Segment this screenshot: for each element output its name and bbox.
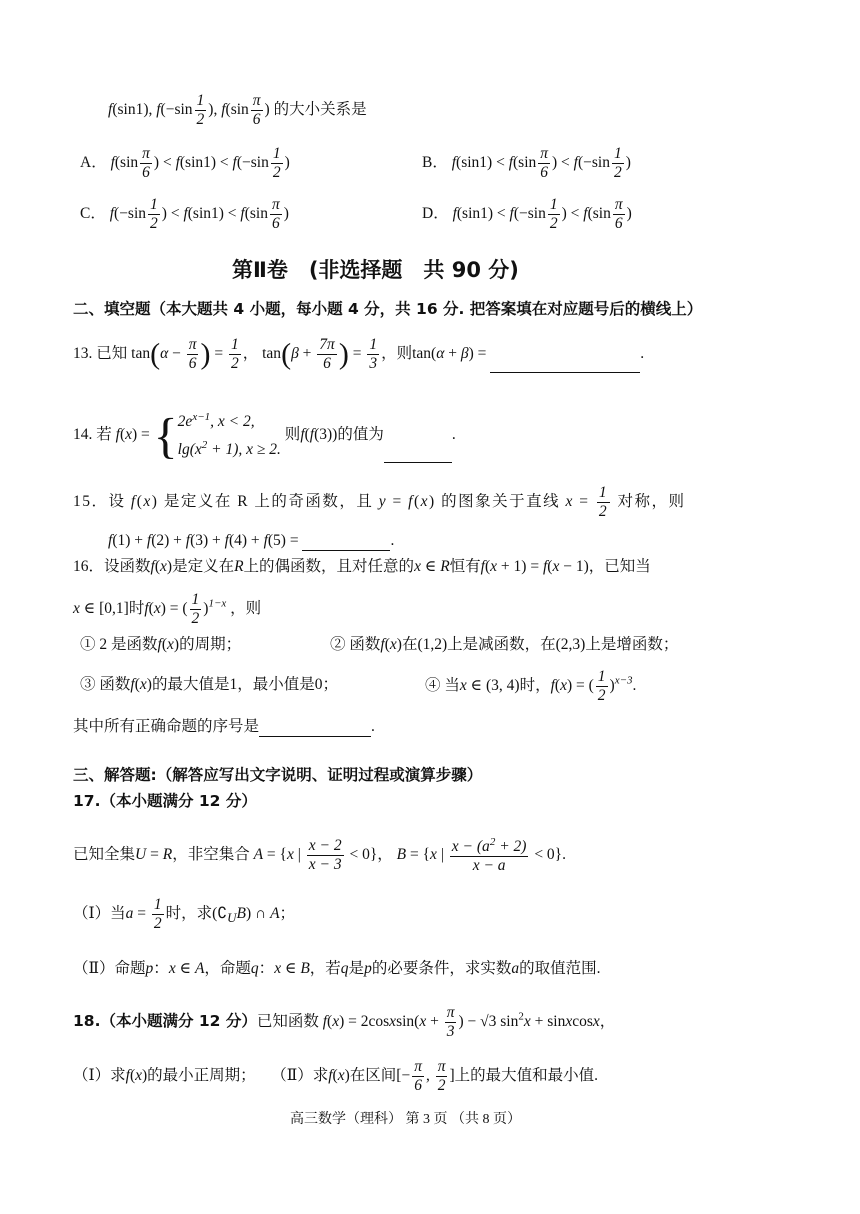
q17-intro: 已知全集U = R，非空集合 A = {x | $\frac{x - 2}{x - 3}$ < 0}， B = {x | $\frac{x - (a^2 + 2)}{x - a}$ < 0}.	[73, 836, 566, 874]
q13: 13. 已知 tan(α − $\frac{\pi}{6}$ ) = $\frac{1}{2}$ ， tan(β + $\frac{7\pi}{6}$ ) = $\frac{1}{3}$ ，则tan(α + β) = .	[73, 336, 645, 372]
q16-line1: 16．设函数f(x)是定义在R上的偶函数，且对任意的x ∈ R恒有f(x + 1) = f(x − 1)，已知当	[73, 558, 651, 575]
q17-part1: （Ⅰ）当a = $\frac{1}{2}$ 时，求$(∁_UB)$ ∩ A；	[73, 896, 296, 932]
volume-title: 第Ⅱ卷 (非选择题 共 90 分)	[232, 258, 519, 282]
q16-statement-3: ③ 函数f(x)的最大值是1，最小值是0；	[80, 676, 338, 693]
q16-statement-2: ② 函数f(x)在(1,2)上是减函数，在(2,3)上是增函数；	[330, 636, 679, 653]
q14: 14. 若 f(x) = { $2e^{x-1}$, x < 2, $\lg(x^2 + 1)$, x ≥ 2. 则f(f(3))的值为 .	[73, 407, 456, 464]
q16-answer-blank[interactable]	[259, 736, 371, 737]
q14-answer-blank[interactable]	[384, 462, 452, 463]
q16-line2: x ∈ [0,1]时f(x) = ( $\frac{1}{2}$ )$^{1-x}$ ，则	[73, 591, 262, 627]
q18-intro: 18.（本小题满分 12 分）已知函数 f(x) = 2cosxsin(x + $\frac{\pi}{3}$ ) − √3 $\sin^2x$ + sinxcosx，	[73, 1004, 616, 1040]
q17-part2: （Ⅱ）命题p：x ∈ A，命题q：x ∈ B，若q是p的必要条件，求实数a的取值范围.	[73, 960, 601, 977]
q18-parts: （Ⅰ）求f(x)的最小正周期； （Ⅱ）求f(x)在区间[− $\frac{\pi}{6}$ , $\frac{\pi}{2}$ ]上的最大值和最小值.	[73, 1058, 599, 1094]
choice-c[interactable]: C． f(−sin $\frac{1}{2}$ ) < f(sin1) < f(sin $\frac{\pi}{6}$ )	[80, 196, 289, 232]
choice-b[interactable]: B． f(sin1) < f(sin $\frac{\pi}{6}$ ) < f(−sin $\frac{1}{2}$ )	[422, 145, 631, 181]
section2-heading: 二、填空题（本大题共 4 小题，每小题 4 分，共 16 分. 把答案填在对应题号后的横线上）	[73, 300, 703, 318]
choice-a[interactable]: A． f(sin $\frac{\pi}{6}$ ) < f(sin1) < f(−sin $\frac{1}{2}$ )	[80, 145, 290, 181]
q16-statement-1: ① 2 是函数f(x)的周期；	[80, 636, 242, 653]
page-footer: 高三数学（理科） 第 3 页 （共 8 页）	[290, 1112, 521, 1127]
q17-head: 17.（本小题满分 12 分）	[73, 792, 257, 810]
q16-statement-4: ④ 当x ∈ (3, 4)时，f(x) = ( $\frac{1}{2}$ )$^{x-3}$.	[425, 668, 637, 704]
q16-ask: 其中所有正确命题的序号是 .	[73, 718, 375, 735]
q15-line1: 15．设 f(x) 是定义在 R 上的奇函数，且 y = f(x) 的图象关于直线 x = $\frac{1}{2}$ 对称，则	[73, 484, 686, 520]
section3-heading: 三、解答题:（解答应写出文字说明、证明过程或演算步骤）	[73, 766, 483, 784]
q15-answer-blank[interactable]	[302, 550, 390, 551]
choice-d[interactable]: D． f(sin1) < f(−sin $\frac{1}{2}$ ) < f(sin $\frac{\pi}{6}$ )	[422, 196, 632, 232]
q13-answer-blank[interactable]	[490, 372, 640, 373]
q12-stem: f(sin1), f(−sin $\frac{1}{2}$ ), f(sin $\frac{\pi}{6}$ ) 的大小关系是	[108, 92, 367, 128]
q15-line2: f(1) + f(2) + f(3) + f(4) + f(5) = .	[108, 532, 395, 549]
